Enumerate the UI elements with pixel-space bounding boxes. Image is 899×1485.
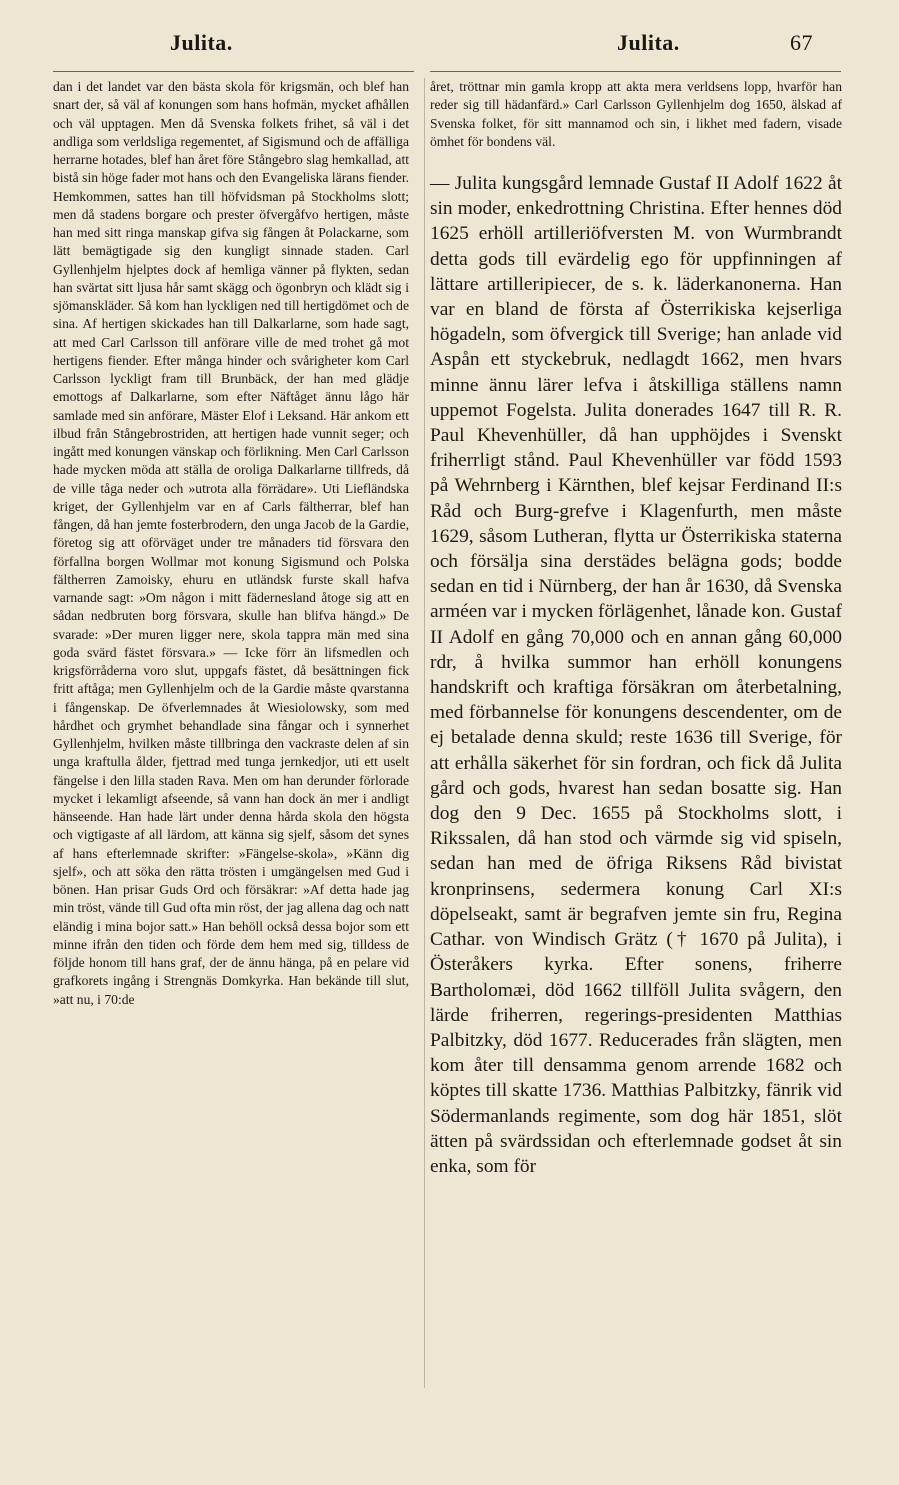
right-column-small-print bbox=[430, 78, 842, 151]
right-column-text: — Julita kungsgård lemnade Gustaf II Adolf 1622 åt sin moder, enkedrottning Christina. Efter hennes död 1625 erhöll artilleriöfversten M. von Wurmbrandt detta gods till evärdelig ego för uppfinningen af lättare artilleripiecer, de s. k. läderkanonerna. Han var en bland de första af Österrikiska kejserliga högadeln, som öfvergick till Sverige; han anlade vid Aspån ett styckebruk, nedlagdt 1662, men hvars minne ännu lärer lefva i åtskilliga ställens namn uppemot Fogelsta. Julita donerades 1647 till R. R. Paul Khevenhüller, då han upphöjdes i Svenskt friherrligt stånd. Paul Khevenhüller var född 1593 på Wehrnberg i Kärnthen, blef kejsar Ferdinand II:s Råd och Burg-grefve i Klagenfurth, men måste 1629, såsom Lutheran, flytta ur Österrikiska staterna och försälja sina derstädes belägna gods; bodde sedan en tid i Nürnberg, der han år 1630, då Svenska arméen var i mycken förlägenhet, lånade kon. Gustaf II Adolf en gång 70,000 och en annan gång 60,000 rdr, å hvilka summor han erhöll konungens handskrift och kraftiga försäkran om återbetalning, med förbannelse för konungens descendenter, om de ej betalade denna skuld; reste 1636 till Sverige, för att erhålla säkerhet för sin fordran, och fick då Julita gård och gods, hvarest han sedan bosatte sig. Han dog den 9 Dec. 1655 på Stockholms slott, i Rikssalen, då han stod och värmde sig vid spiseln, sedan han med de öfriga Riksens Råd bivistat kronprinsens, sedermera konung Carl XI:s döpelseakt, samt är begrafven jemte sin fru, Regina Cathar. von Windisch Grätz († 1670 på Julita), i Österåkers kyrka. Efter sonens, friherre Bartholomæi, död 1662 tillföll Julita svågern, den lärde friherren, regerings-presidenten Matthias Palbitzky, död 1677. Reducerades från slägten, men kom åter till densamma genom arrende 1682 och köptes till skatte 1736. Matthias Palbitzky, fänrik vid Södermanlands regimente, som dog här 1851, slöt ätten på svärdssidan och efterlemnade godset åt sin enka, som för bbox=[430, 173, 842, 1177]
running-head-right: Julita. bbox=[617, 30, 680, 55]
column-divider bbox=[424, 78, 425, 1388]
right-column-small-text: året, tröttnar min gamla kropp att akta mera verldsens lopp, hvarför han reder sig till hädanfärd.» Carl Carlsson Gyllenhjelm dog 1650, älskad af Svenska folket, för sitt mannamod och sin, i likhet med fadern, visade ömhet för bondens väl. bbox=[430, 79, 842, 149]
left-column bbox=[53, 78, 409, 1009]
right-column bbox=[430, 171, 842, 1179]
left-column-text: dan i det landet var den bästa skola för krigsmän, och blef han snart der, så väl af konungen som hans hofmän, mycket afhållen och väl upptagen. Men då Svenska folkets frihet, så väl i det andliga som verldsliga regementet, af Sigismund och de affälliga herrarne hotades, blef han året före Stångebro slag hemkallad, att bistå sin höge fader mot hans och den Evangeliska lärans fiender. Hemkommen, sattes han till höfvidsman på Stockholms slott; men då stadens borgare och prester öfvergåfvo hertigen, måste han med sitt ringa manskap gifva sig fången åt Polackarne, som lätt bemägtigade sig den kungligt sinnade staden. Carl Gyllenhjelm hjelptes dock af hemliga vänner på flykten, sedan han svärtat sitt ljusa hår samt skägg och ögonbryn och klädt sig i sjömanskläder. Så kom han lyckligen ned till hertigdömet och de sina. Af hertigen skickades han till Dalkarlarne, som hade sagt, att med Carl Carlsson till anförare ville de med trohet gå mot hertigens fiender. Efter många hinder och svårigheter kom Carl Carlsson lyckligt fram till Brunbäck, der han med glädje emottogs af Dalkarlarne, som efter Näftåget ännu lågo här samlade med sin anförare, Mäster Elof i Leksand. Här ankom ett ilbud från Stångebrostriden, att hertigen hade vunnit seger; och ingått med konungen vänskap och förlikning. Men Carl Carlsson hade mycken möda att ställa de oroliga Dalkarlarne tillfreds, då de ville tåga neder och »utrota alla förrädare». Uti Liefländska kriget, der Gyllenhjelm var en af Carls fältherrar, blef han fången, då han jemte fosterbrodern, den unga Jacob de la Gardie, företog sig att oförväget under tre månaders tid försvara den förfallna borgen Wollmar mot konung Sigismund och Polska fältherren Zamoisky, ehuru en utländsk furste skall hafva varnande sagt: »Om någon i mitt fädernesland åtoge sig att en sådan nedbruten borg försvara, skulle han blifva hängd.» De svarade: »Der muren ligger nere, skola tappra män med sina goda svärd fästet försvara.» — Icke förr än lifsmedlen och krigsförråderna voro slut, uppgafs fästet, då besättningen fick fritt aftåga; men Gyllenhjelm och de la Gardie måste qvarstanna i fångenskap. De öfverlemnades åt Wiesiolowsky, som med hårdhet och grymhet behandlade sina fångar och i synnerhet Gyllenhjelm, hvilken måste tillbringa den vackraste delen af sin unga kraftulla ålder, fjettrad med tunga jernkedjor, uti ett uselt fängelse i den lilla staden Rava. Men om han derunder förlorade mycket i lekamligt afseende, så vann han dock än mer i andligt hänseende. Han hade lärt under denna hårda skola den högsta och vigtigaste af all lärdom, att känna sig sjelf, såsom det synes af hans efterlemnade skrifter: »Fängelse-skola», »Känn dig sjelf», och att söka den rätta trösten i umgängelsen med Gud i bönen. Han prisar Guds Ord och försäkrar: »Af detta hade jag min tröst, vände till Gud ofta min röst, der jag allena dag och natt eländig i mina bojor satt.» Han behöll också dessa bojor som ett minne ifrån den tiden och förde dem hem med sig, tilldess de följde honom till hans graf, der de ännu hänga, på en pelare vid grafkorets ingång i Strengnäs Domkyrka. Han bekände till slut, »att nu, i 70:de bbox=[53, 79, 409, 1007]
page-number: 67 bbox=[790, 30, 813, 55]
header-rule-left bbox=[53, 71, 414, 72]
running-head-left: Julita. bbox=[170, 30, 233, 55]
header-rule-right bbox=[430, 71, 841, 72]
